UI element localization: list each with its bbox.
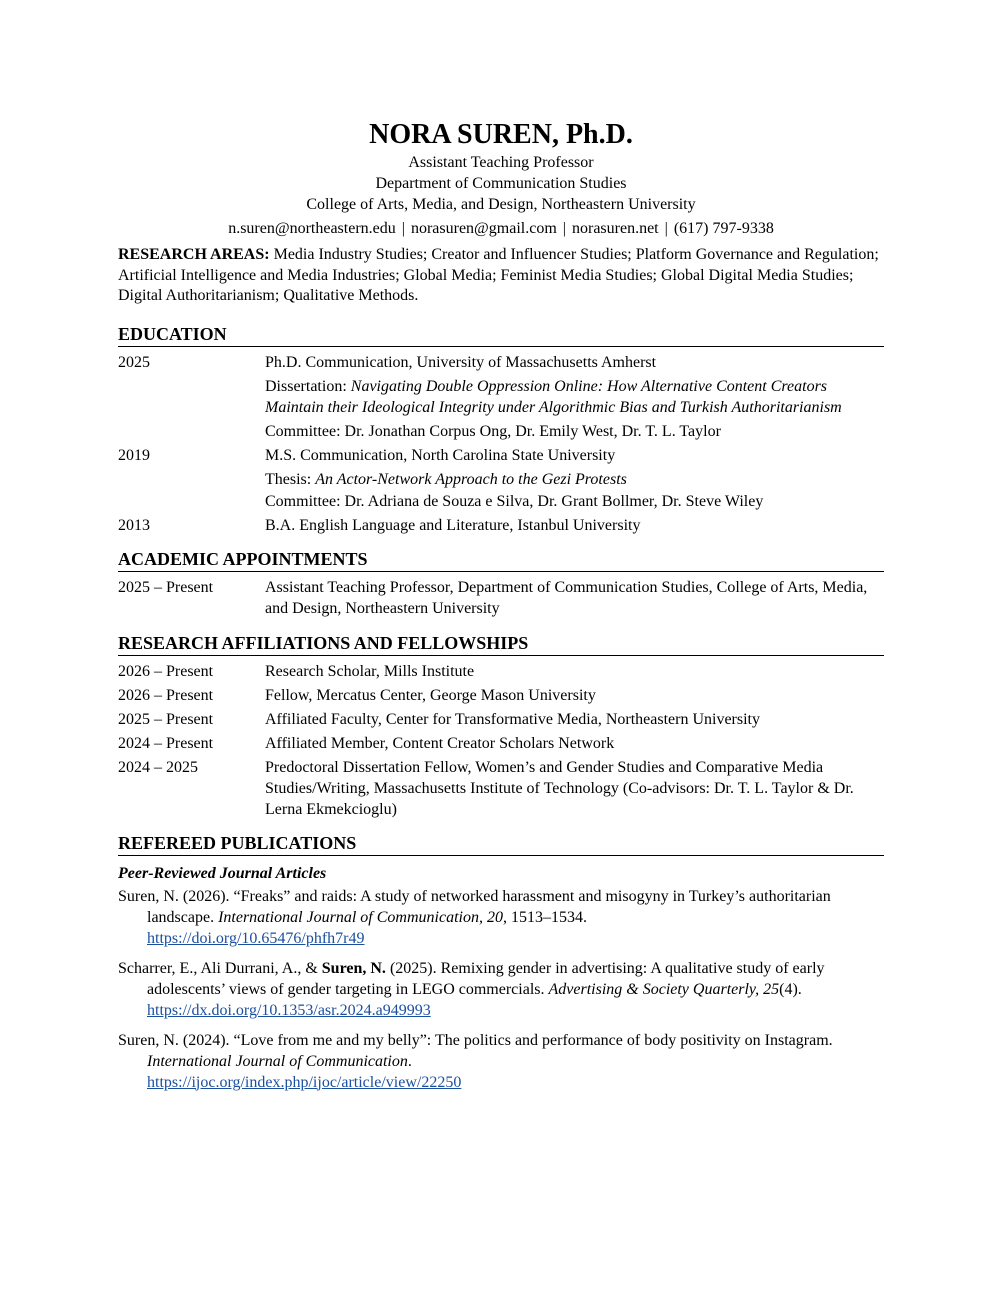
entry-years: 2026 – Present [118,686,214,704]
entry-committee: Committee: Dr. Jonathan Corpus Ong, Dr. Emily West, Dr. T. L. Taylor [265,422,721,440]
pub-link[interactable]: https://ijoc.org/index.php/ijoc/article/view/22250 [147,1073,462,1091]
education-list [118,352,884,536]
entry-thesis [265,469,884,490]
phone: (617) 797-9338 [673,220,774,237]
entry-year: 2013 [118,516,150,534]
entry-years: 2024 – Present [118,734,214,752]
entry-text: Research Scholar, Mills Institute [265,662,475,680]
publications-subhead: Peer-Reviewed Journal Articles [118,864,327,882]
entry-degree: M.S. Communication, North Carolina State University [265,446,616,464]
cv-name: NORA SUREN, Ph.D. [369,119,633,150]
affiliation-entry [118,685,884,706]
entry-dissertation [265,376,884,418]
contact-line [118,218,884,239]
section-education-title: EDUCATION [118,323,884,347]
entry-text: Affiliated Member, Content Creator Scholars Network [265,734,615,752]
job-title: Assistant Teaching Professor [408,154,594,171]
work-title: Navigating Double Oppression Online: How Alternative Content Creators Maintain their Ideological Integrity under Algorithmic Bias and Turkish Authoritarianism [265,377,842,416]
research-areas-label: RESEARCH AREAS: [118,246,270,263]
college: College of Arts, Media, and Design, Northeastern University [306,196,696,213]
email-secondary[interactable]: norasuren@gmail.com [410,220,557,237]
pub-citation: Suren, N. (2024). “Love from me and my belly”: The politics and performance of body positivity on Instagram. [118,1031,833,1049]
email-primary[interactable]: n.suren@northeastern.edu [228,220,396,237]
education-entry [118,515,884,536]
pub-link[interactable]: https://doi.org/10.65476/phfh7r49 [147,929,365,947]
pub-citation: (2025). Remixing gender in advertising: A qualitative study of early adolescents’ views of gender targeting in LEGO commercials. [147,959,825,998]
appointment-entry [118,577,884,619]
contact-separator: | [401,220,405,237]
entry-years: 2025 – Present [118,578,214,596]
appointments-list [118,577,884,619]
entry-degree: Ph.D. Communication, University of Massachusetts Amherst [265,353,657,371]
pub-citation: Suren, N. (2026). “Freaks” and raids: A study of networked harassment and misogyny in Turkey’s authoritarian landscape. [118,887,831,926]
affiliation-entry [118,709,884,730]
entry-year: 2019 [118,446,150,464]
affiliation-entry [118,661,884,682]
publication-entry [118,958,884,1021]
pub-journal: Advertising & Society Quarterly, 25 [548,980,780,998]
department: Department of Communication Studies [375,175,627,192]
work-title: An Actor-Network Approach to the Gezi Protests [315,470,627,488]
research-areas-text: Media Industry Studies; Creator and Influencer Studies; Platform Governance and Regulation; Artificial Intelligence and Media Industries; Global Media; Feminist Media Studies; Global Digital Media Studies; Digital Authoritarianism; Qualitative Methods. [118,246,879,304]
entry-committee: Committee: Dr. Adriana de Souza e Silva, Dr. Grant Bollmer, Dr. Steve Wiley [265,492,764,510]
publication-entry [118,1030,884,1093]
entry-years: 2026 – Present [118,662,214,680]
pub-bold-author: Suren, N. [321,959,386,977]
work-label: Dissertation: [265,377,351,395]
section-publications-title: REFEREED PUBLICATIONS [118,832,884,856]
pub-authors: Scharrer, E., Ali Durrani, A., & [118,959,322,977]
work-label: Thesis: [265,470,316,488]
section-affiliations-title: RESEARCH AFFILIATIONS AND FELLOWSHIPS [118,632,884,656]
education-entry [118,352,884,442]
pub-issue: (4). [779,980,802,998]
cv-page [118,118,884,1102]
contact-separator: | [664,220,668,237]
entry-years: 2025 – Present [118,710,214,728]
entry-text: Assistant Teaching Professor, Department of Communication Studies, College of Arts, Media, and Design, Northeastern University [265,578,868,617]
website[interactable]: norasuren.net [571,220,659,237]
pub-post: . [407,1052,412,1070]
section-appointments-title: ACADEMIC APPOINTMENTS [118,548,884,572]
pub-journal: International Journal of Communication, 20 [218,908,503,926]
entry-degree: B.A. English Language and Literature, Istanbul University [265,516,641,534]
contact-separator: | [562,220,566,237]
affiliations-list [118,661,884,820]
entry-text: Predoctoral Dissertation Fellow, Women’s and Gender Studies and Comparative Media Studies/Writing, Massachusetts Institute of Technology (Co-advisors: Dr. T. L. Taylor & Dr. Lerna Ekmekcioglu) [265,758,854,818]
publication-entry [118,886,884,949]
entry-year: 2025 [118,353,150,371]
pub-link[interactable]: https://dx.doi.org/10.1353/asr.2024.a949993 [147,1001,431,1019]
education-entry [118,445,884,512]
entry-years: 2024 – 2025 [118,758,198,776]
affiliation-entry [118,757,884,820]
pub-journal: International Journal of Communication [147,1052,408,1070]
research-areas [118,245,884,307]
affiliation-entry [118,733,884,754]
pub-pages: , 1513–1534. [502,908,587,926]
entry-text: Fellow, Mercatus Center, George Mason University [265,686,596,704]
entry-text: Affiliated Faculty, Center for Transformative Media, Northeastern University [265,710,760,728]
